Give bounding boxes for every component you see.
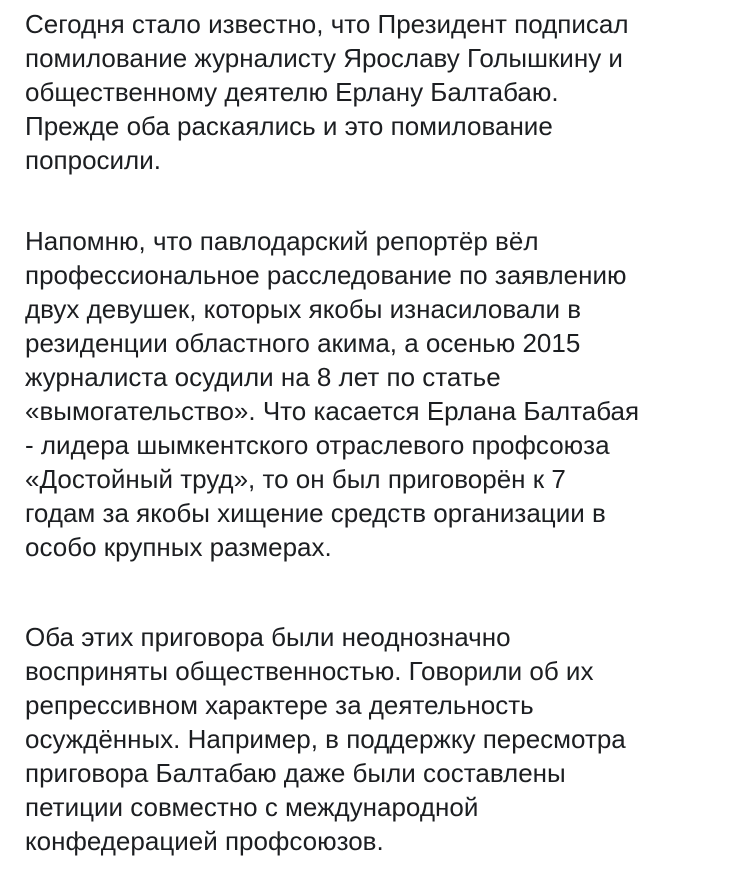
text-line: Оба этих приговора были неоднозначно — [25, 622, 511, 652]
text-line: общественному деятелю Ерлану Балтабаю. — [25, 77, 559, 107]
text-line: резиденции областного акима, а осенью 2015 — [25, 328, 581, 358]
text-line: приговора Балтабаю даже были составлены — [25, 758, 566, 788]
text-line: помилование журналисту Ярославу Голышкину и — [25, 43, 623, 73]
text-line: репрессивном характере за деятельность — [25, 690, 534, 720]
paragraph-case-background — [25, 224, 639, 564]
text-line: Сегодня стало известно, что Президент подписал — [25, 9, 629, 39]
text-line: - лидера шымкентского отраслевого профсоюза — [25, 430, 610, 460]
text-line: петиции совместно с международной — [25, 792, 479, 822]
text-line: конфедерацией профсоюзов. — [25, 826, 384, 856]
text-line: осуждённых. Например, в поддержку пересмотра — [25, 724, 626, 754]
text-line: восприняты общественностью. Говорили об их — [25, 656, 594, 686]
text-line: годам за якобы хищение средств организации в — [25, 498, 606, 528]
text-line: особо крупных размерах. — [25, 532, 332, 562]
text-line: двух девушек, которых якобы изнасиловали в — [25, 294, 582, 324]
text-line: профессиональное расследование по заявлению — [25, 260, 627, 290]
text-line: Прежде оба раскаялись и это помилование — [25, 111, 553, 141]
text-line: журналиста осудили на 8 лет по статье — [25, 362, 501, 392]
text-line: Напомню, что павлодарский репортёр вёл — [25, 226, 539, 256]
paragraph-public-reaction — [25, 620, 626, 858]
text-line: «Достойный труд», то он был приговорён к 7 — [25, 464, 566, 494]
paragraph-pardon-announcement — [25, 7, 629, 177]
text-line: попросили. — [25, 145, 161, 175]
text-line: «вымогательство». Что касается Ерлана Балтабая — [25, 396, 640, 426]
